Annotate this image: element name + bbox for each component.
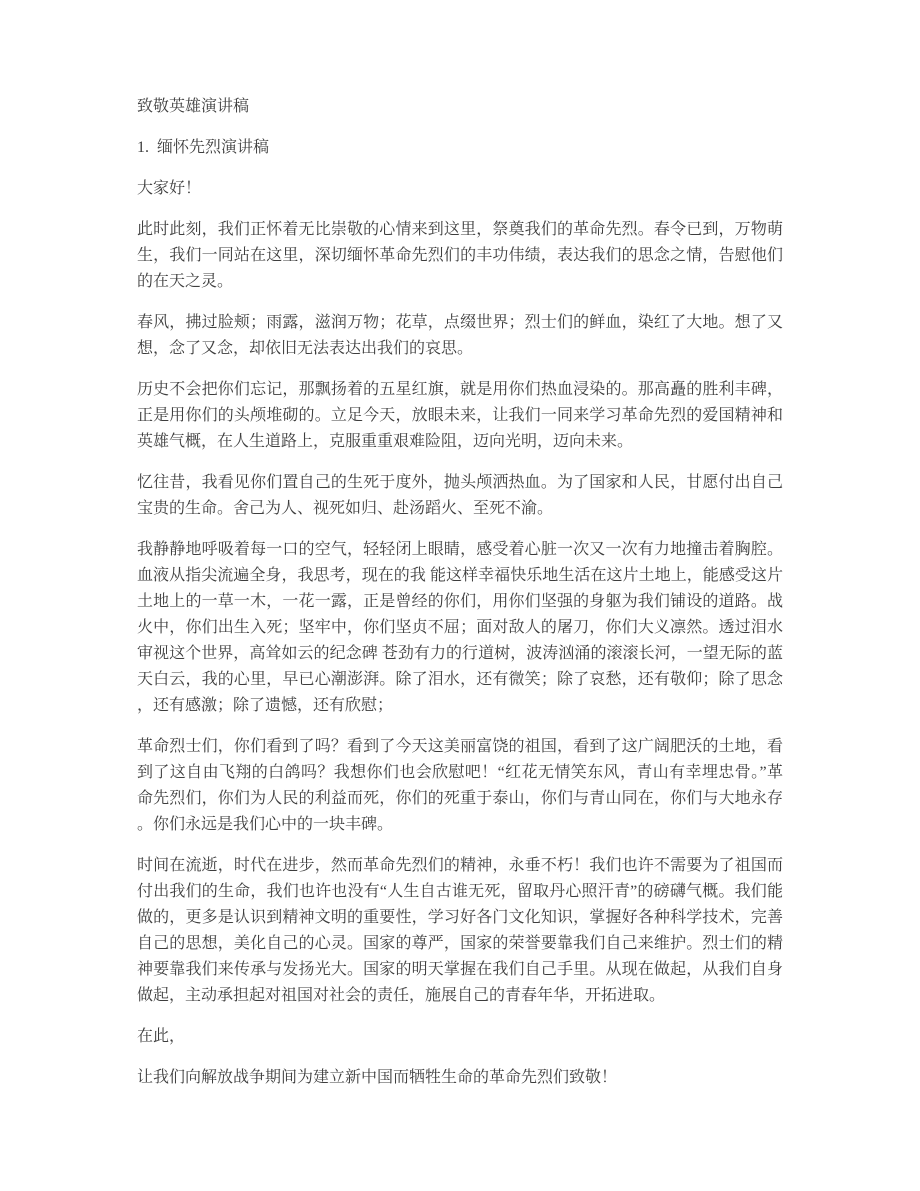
paragraph: 忆往昔，我看见你们置自己的生死于度外，抛头颅洒热血。为了国家和人民，甘愿付出自己宝贵的生命。舍己为人、视死如归、赴汤蹈火、至死不渝。: [137, 474, 783, 517]
section-heading: 1. 缅怀先烈演讲稿: [137, 139, 270, 156]
paragraph: 时间在流逝，时代在进步，然而革命先烈们的精神，永垂不朽！我们也许不需要为了祖国而付出我们的生命，我们也许也没有“人生自古谁无死，留取丹心照汗青”的磅礴气概。我们能做的，更多是认识到精神文明的重要性，学习好各门文化知识，掌握好各种科学技术，完善自己的思想，美化自己的心灵。国家的尊严，国家的荣誉要靠我们自己来维护。烈士们的精神要靠我们来传承与发扬光大。国家的明天掌握在我们自己手里。从现在做起，从我们自身做起，主动承担起对祖国对社会的责任，施展自己的青春年华，开拓进取。: [137, 857, 783, 1004]
paragraph: 春风，拂过脸颊；雨露，滋润万物；花草，点缀世界；烈士们的鲜血，染红了大地。想了又想，念了又念，却依旧无法表达出我们的哀思。: [137, 314, 783, 357]
paragraph: 历史不会把你们忘记，那飘扬着的五星红旗，就是用你们热血浸染的。那高矗的胜利丰碑，正是用你们的头颅堆砌的。立足今天，放眼未来，让我们一同来学习革命先烈的爱国精神和英雄气概，在人生道路上，克服重重艰难险阻，迈向光明，迈向未来。: [137, 381, 783, 450]
paragraph: 此时此刻，我们正怀着无比崇敬的心情来到这里，祭奠我们的革命先烈。春令已到，万物萌生，我们一同站在这里，深切缅怀革命先烈们的丰功伟绩，表达我们的思念之情，告慰他们的在天之灵。: [137, 221, 783, 290]
greeting-line: 大家好！: [137, 180, 202, 197]
paragraph: 革命烈士们，你们看到了吗？看到了今天这美丽富饶的祖国，看到了这广阔肥沃的土地，看到了这自由飞翔的白鸽吗？我想你们也会欣慰吧！“红花无情笑东风，青山有幸埋忠骨。”革命先烈们，你们为人民的利益而死，你们的死重于泰山，你们与青山同在，你们与大地永存。你们永远是我们心中的一块丰碑。: [137, 738, 783, 833]
tribute-line: 让我们向解放战争期间为建立新中国而牺牲生命的革命先烈们致敬！: [137, 1069, 618, 1086]
closing-line: 在此，: [137, 1028, 186, 1045]
paragraph: 我静静地呼吸着每一口的空气，轻轻闭上眼睛，感受着心脏一次又一次有力地撞击着胸腔。血液从指尖流遍全身，我思考，现在的我 能这样幸福快乐地生活在这片土地上，能感受这片土地上的一草一木，一花一露，正是曾经的你们，用你们坚强的身躯为我们铺设的道路。战火中，你们出生入死；坚牢中，你们坚贞不屈；面对敌人的屠刀，你们大义凛然。透过泪水审视这个世界，高耸如云的纪念碑 苍劲有力的行道树，波涛汹涌的滚滚长河，一望无际的蓝天白云，我的心里，早已心潮澎湃。除了泪水，还有微笑；除了哀愁，还有敬仰；除了思念，还有感激；除了遗憾，还有欣慰；: [137, 541, 783, 714]
document-title: 致敬英雄演讲稿: [137, 98, 250, 115]
